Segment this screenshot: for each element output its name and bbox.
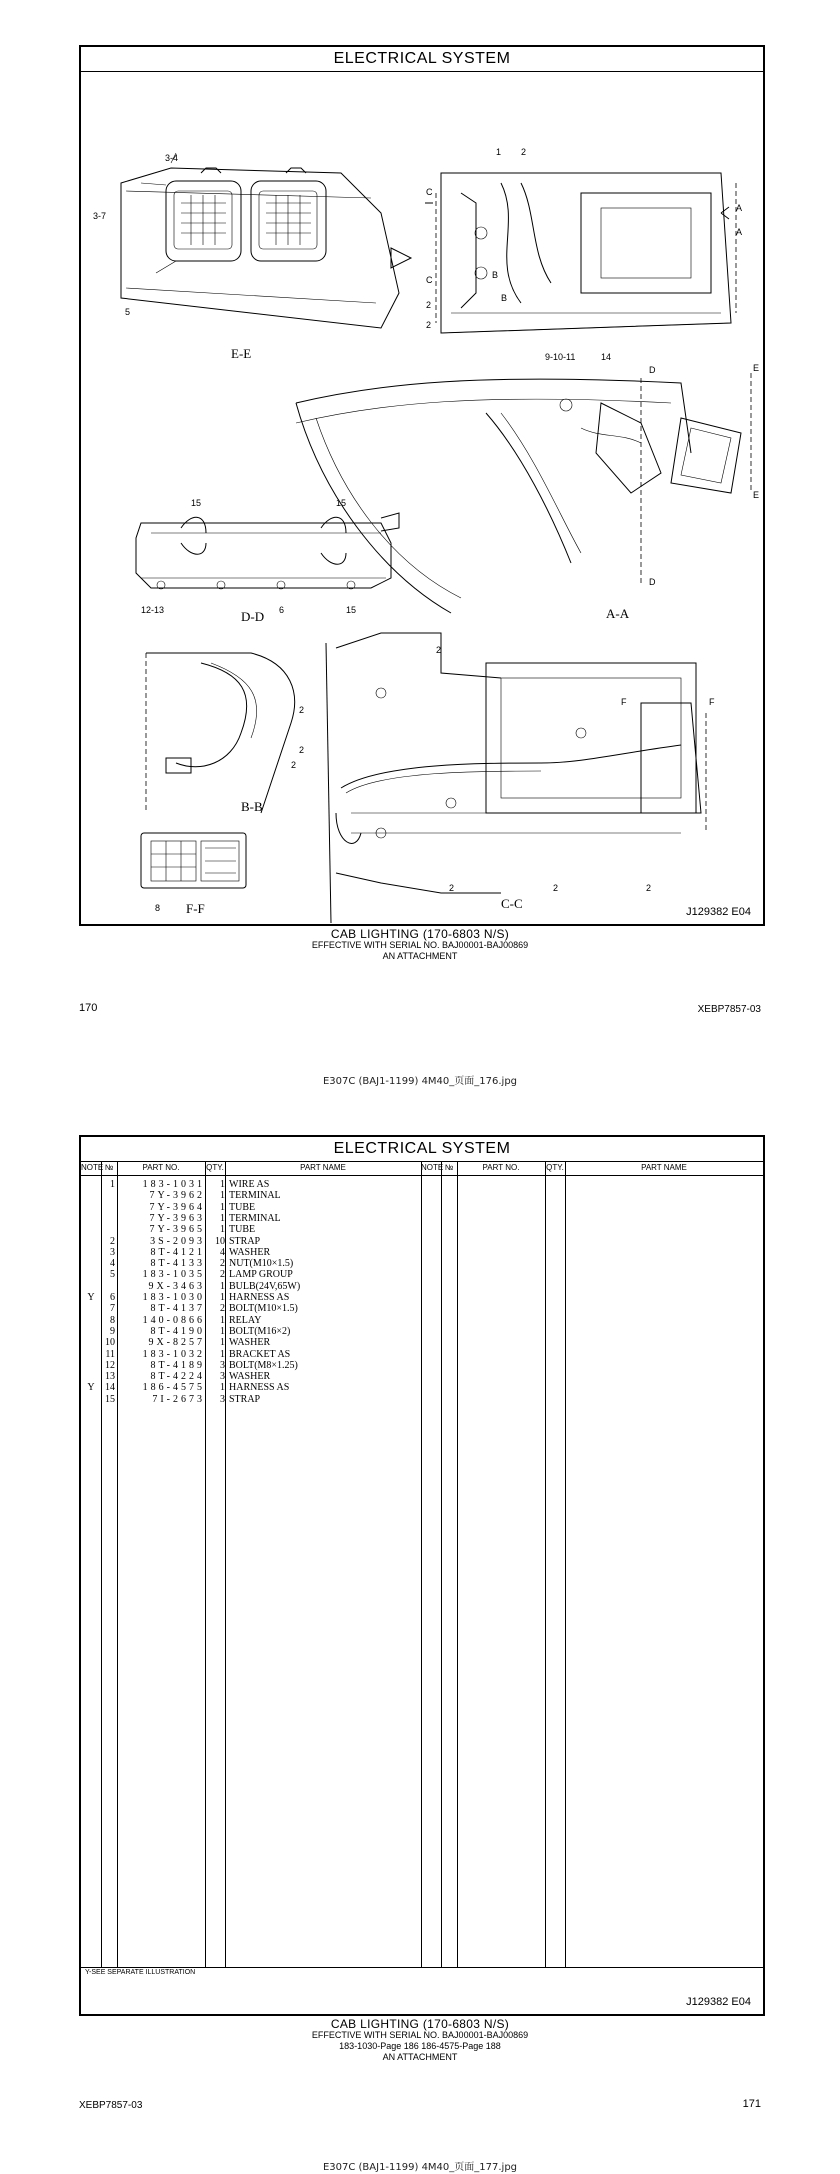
table-row	[81, 1360, 421, 1371]
part-name-cell: STRAP	[229, 1393, 261, 1405]
part-number-cell: 186-4575	[142, 1382, 205, 1394]
parts-list-frame	[79, 1135, 765, 2016]
item-number-cell: 15	[105, 1393, 115, 1405]
caption-line-2: AN ATTACHMENT	[382, 951, 458, 961]
quantity-cell: 1	[220, 1314, 225, 1326]
doc-code-page2: XEBP7857-03	[79, 2100, 143, 2111]
callout-2-cc-b: 2	[299, 745, 305, 755]
section-mark-e-top: E	[753, 363, 760, 373]
callout-1: 1	[496, 147, 502, 157]
part-number-cell: 7Y-3962	[149, 1190, 205, 1202]
part-name-cell: TUBE	[229, 1224, 256, 1236]
part-number-cell: 9X-3463	[148, 1280, 205, 1292]
part-name-cell: BOLT(M8×1.25)	[229, 1359, 298, 1371]
quantity-cell: 3	[220, 1393, 225, 1405]
table-row	[81, 1337, 421, 1348]
quantity-cell: 1	[220, 1212, 225, 1224]
part-name-cell: BOLT(M16×2)	[229, 1325, 291, 1337]
part-number-cell: 7Y-3963	[149, 1212, 205, 1224]
part-name-cell: WASHER	[229, 1246, 271, 1258]
note-cell: Y	[87, 1292, 95, 1303]
view-f-f-relay	[141, 833, 246, 888]
part-name-cell: WASHER	[229, 1337, 271, 1349]
section-mark-f-right: F	[709, 697, 715, 707]
section-mark-b-top: B	[492, 270, 499, 280]
view-e-e-lamps	[121, 153, 411, 328]
view-label-f-f: F-F	[186, 901, 205, 916]
quantity-cell: 1	[220, 1280, 225, 1292]
callout-6: 6	[279, 605, 285, 615]
part-number-cell: 140-0866	[142, 1314, 205, 1326]
table-row	[81, 1269, 421, 1280]
callout-2-cc-e: 2	[646, 883, 652, 893]
part-number-cell: 183-1031	[142, 1179, 205, 1190]
caption2-title: CAB LIGHTING (170-6803 N/S)	[330, 2017, 510, 2031]
header-qty-right: QTY.	[546, 1163, 564, 1172]
part-name-cell: LAMP GROUP	[229, 1269, 293, 1281]
table-row	[81, 1190, 421, 1201]
table-row	[81, 1394, 421, 1405]
part-name-cell: TUBE	[229, 1201, 256, 1213]
view-label-d-d: D-D	[241, 609, 265, 624]
part-name-cell: HARNESS AS	[229, 1292, 290, 1303]
table-row	[81, 1202, 421, 1213]
header-no: №	[104, 1163, 114, 1172]
callout-2-cc-a: 2	[436, 645, 442, 655]
part-number-cell: 7I-2673	[152, 1393, 205, 1405]
table-row	[81, 1326, 421, 1337]
section-mark-e-bottom: E	[753, 490, 760, 500]
item-number-cell: 11	[105, 1348, 115, 1360]
parts-sheet-title: ELECTRICAL SYSTEM	[81, 1137, 763, 1162]
table-row	[81, 1315, 421, 1326]
callout-2-cc-d: 2	[553, 883, 559, 893]
part-name-cell: BRACKET AS	[229, 1348, 291, 1360]
callout-12-13: 12-13	[141, 605, 165, 615]
callout-2-cc-c: 2	[449, 883, 455, 893]
part-number-cell: 7Y-3965	[149, 1224, 205, 1236]
item-number-cell: 5	[110, 1269, 115, 1281]
note-cell: Y	[87, 1382, 95, 1394]
part-number-cell: 8T-4137	[150, 1303, 205, 1315]
header-part-name: PART NAME	[300, 1163, 346, 1172]
table-row	[81, 1349, 421, 1360]
view-label-a-a: A-A	[606, 606, 630, 621]
quantity-cell: 3	[220, 1371, 225, 1383]
part-name-cell: RELAY	[229, 1314, 262, 1326]
exploded-parts-diagram	[81, 73, 763, 924]
caption2-line-3: AN ATTACHMENT	[382, 2052, 458, 2062]
part-number-cell: 183-1035	[142, 1269, 205, 1281]
callout-15-a: 15	[191, 498, 202, 508]
quantity-cell: 2	[220, 1303, 225, 1315]
item-number-cell: 3	[110, 1246, 115, 1258]
callout-2-bb-a: 2	[299, 705, 305, 715]
quantity-cell: 1	[220, 1292, 225, 1303]
table-row	[81, 1281, 421, 1292]
part-number-cell: 183-1030	[142, 1292, 205, 1303]
part-name-cell: NUT(M10×1.5)	[229, 1258, 294, 1270]
section-mark-f-left: F	[621, 697, 627, 707]
part-number-cell: 8T-4190	[150, 1325, 205, 1337]
header-note: NOTE	[81, 1163, 104, 1172]
page-number-171: 171	[742, 2098, 761, 2110]
item-number-cell: 13	[105, 1371, 115, 1383]
section-mark-c-top: C	[426, 187, 433, 197]
item-number-cell: 12	[105, 1359, 115, 1371]
item-number-cell: 2	[110, 1235, 115, 1247]
callout-15-c: 15	[346, 605, 357, 615]
quantity-cell: 10	[215, 1235, 225, 1247]
view-label-e-e: E-E	[231, 346, 252, 361]
view-d-d-bracket	[136, 513, 399, 589]
part-number-cell: 8T-4224	[150, 1371, 205, 1383]
table-row	[81, 1258, 421, 1269]
quantity-cell: 1	[220, 1201, 225, 1213]
caption2-line-2: 183-1030-Page 186 186-4575-Page 188	[339, 2041, 501, 2051]
header-part-no-right: PART NO.	[482, 1163, 520, 1172]
quantity-cell: 2	[220, 1258, 225, 1270]
header-qty: QTY.	[206, 1163, 224, 1172]
part-number-cell: 3S-2093	[150, 1235, 205, 1247]
view-label-b-b: B-B	[241, 799, 263, 814]
part-number-cell: 8T-4121	[150, 1246, 205, 1258]
header-part-no: PART NO.	[142, 1163, 180, 1172]
header-no-right: №	[444, 1163, 454, 1172]
quantity-cell: 1	[220, 1382, 225, 1394]
table-row	[81, 1224, 421, 1235]
filename-page2: E307C (BAJ1-1199) 4M40_页面_177.jpg	[322, 2162, 518, 2173]
footnote: Y-SEE SEPARATE ILLUSTRATION	[85, 1969, 196, 1976]
quantity-cell: 2	[220, 1269, 225, 1281]
callout-9-10-11: 9-10-11	[545, 352, 576, 362]
page-number-170: 170	[79, 1002, 98, 1014]
table-row	[81, 1303, 421, 1314]
header-part-name-right: PART NAME	[641, 1163, 687, 1172]
section-mark-a-bottom: A	[736, 227, 743, 237]
caption-line-1: EFFECTIVE WITH SERIAL NO. BAJ00001-BAJ00869	[311, 940, 529, 950]
part-number-cell: 7Y-3964	[149, 1201, 205, 1213]
item-number-cell: 6	[110, 1292, 115, 1303]
quantity-cell: 1	[220, 1325, 225, 1337]
callout-2-bb-b: 2	[291, 760, 297, 770]
diagram-sheet-frame	[79, 45, 765, 926]
quantity-cell: 3	[220, 1359, 225, 1371]
table-row	[81, 1371, 421, 1382]
part-name-cell: WASHER	[229, 1371, 271, 1383]
doc-code-page1: XEBP7857-03	[697, 1004, 761, 1015]
quantity-cell: 1	[220, 1224, 225, 1236]
quantity-cell: 1	[220, 1337, 225, 1349]
callout-3-4: 3-4	[165, 153, 179, 163]
table-row	[81, 1179, 421, 1190]
callout-2-cab-a: 2	[426, 300, 432, 310]
part-name-cell: BOLT(M10×1.5)	[229, 1303, 298, 1315]
callout-15-b: 15	[336, 498, 347, 508]
filename-page1: E307C (BAJ1-1199) 4M40_页面_176.jpg	[322, 1076, 518, 1087]
quantity-cell: 4	[220, 1246, 225, 1258]
callout-14: 14	[601, 352, 612, 362]
table-row	[81, 1292, 421, 1303]
section-mark-a-top: A	[736, 203, 743, 213]
item-number-cell: 1	[110, 1179, 115, 1190]
quantity-cell: 1	[220, 1348, 225, 1360]
part-number-cell: 8T-4189	[150, 1359, 205, 1371]
callout-3-7: 3-7	[93, 211, 107, 221]
header-note-right: NOTE	[421, 1163, 444, 1172]
part-name-cell: TERMINAL	[229, 1190, 281, 1202]
sheet-title: ELECTRICAL SYSTEM	[81, 47, 763, 72]
parts-drawing-code: J129382 E04	[686, 1996, 751, 2008]
view-b-b-harness	[146, 653, 295, 813]
callout-5: 5	[125, 307, 131, 317]
item-number-cell: 4	[110, 1258, 115, 1270]
callout-2-cab-b: 2	[426, 320, 432, 330]
section-mark-b-bottom: B	[501, 293, 508, 303]
quantity-cell: 1	[220, 1179, 225, 1190]
table-row	[81, 1213, 421, 1224]
view-a-a-profile	[296, 373, 751, 613]
part-number-cell: 183-1032	[142, 1348, 205, 1360]
part-number-cell: 9X-8257	[148, 1337, 205, 1349]
caption2-line-1: EFFECTIVE WITH SERIAL NO. BAJ00001-BAJ00869	[311, 2030, 529, 2040]
section-mark-d-bottom: D	[649, 577, 656, 587]
item-number-cell: 10	[105, 1337, 115, 1349]
caption-title: CAB LIGHTING (170-6803 N/S)	[330, 927, 510, 941]
view-label-c-c: C-C	[501, 896, 523, 911]
callout-2: 2	[521, 147, 527, 157]
page1-caption	[0, 929, 840, 962]
part-name-cell: HARNESS AS	[229, 1382, 290, 1394]
callout-8: 8	[155, 903, 161, 913]
page2-caption	[0, 2019, 840, 2063]
item-number-cell: 8	[110, 1314, 115, 1326]
part-name-cell: TERMINAL	[229, 1212, 281, 1224]
table-row	[81, 1247, 421, 1258]
section-mark-d-top: D	[649, 365, 656, 375]
view-c-c-routing	[326, 633, 706, 923]
quantity-cell: 1	[220, 1190, 225, 1202]
item-number-cell: 9	[110, 1325, 115, 1337]
item-number-cell: 7	[110, 1303, 115, 1315]
section-mark-c-bottom: C	[426, 275, 433, 285]
item-number-cell: 14	[105, 1382, 115, 1394]
drawing-code: J129382 E04	[686, 906, 751, 918]
part-name-cell: BULB(24V,65W)	[229, 1280, 301, 1292]
part-name-cell: WIRE AS	[229, 1179, 270, 1190]
view-cab-rear	[425, 173, 736, 333]
table-row	[81, 1382, 421, 1393]
table-row	[81, 1236, 421, 1247]
part-name-cell: STRAP	[229, 1235, 261, 1247]
part-number-cell: 8T-4133	[150, 1258, 205, 1270]
